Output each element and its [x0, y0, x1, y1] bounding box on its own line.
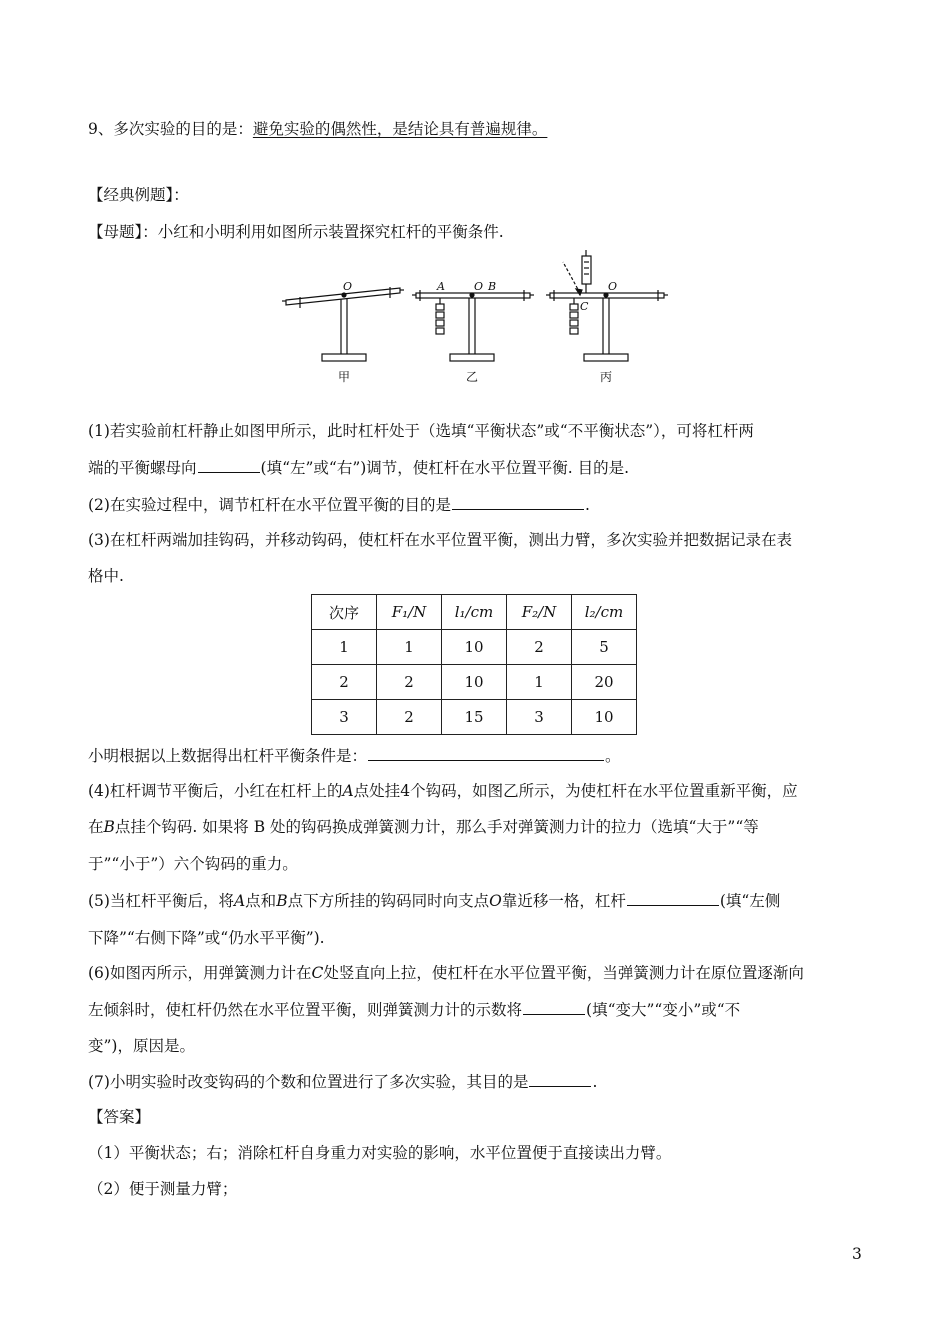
table-header: 次序 — [312, 595, 377, 630]
mother-question — [88, 221, 504, 243]
label-A: A — [437, 280, 445, 293]
q5-line1b: 点和 — [245, 892, 277, 910]
answer-title: 【答案】 — [88, 1108, 151, 1126]
q5-line1d: 靠近移一格，杠杆 — [501, 892, 626, 910]
q4-B: B — [103, 818, 115, 836]
q6-blank — [523, 999, 585, 1015]
table-row — [312, 630, 637, 665]
q5-line2: 下降”“右侧下降”或“仍水平平衡”). — [88, 929, 325, 947]
label-O-bing: O — [608, 280, 618, 293]
caption-jia: 甲 — [338, 370, 351, 384]
item-9 — [88, 118, 547, 140]
caption-yi: 乙 — [466, 370, 479, 384]
table-cell: 3 — [507, 700, 572, 735]
q5-O: O — [489, 892, 502, 910]
q4-line1a: (4)杠杆调节平衡后，小红在杠杆上的 — [88, 782, 343, 800]
table-cell: 10 — [442, 665, 507, 700]
table-header: F₁/N — [377, 595, 442, 630]
table-cell: 1 — [312, 630, 377, 665]
q7-blank — [529, 1071, 591, 1087]
conclusion-text: 小明根据以上数据得出杠杆平衡条件是： — [88, 747, 368, 765]
table-cell: 3 — [312, 700, 377, 735]
lever-setup-bing — [546, 250, 668, 361]
table-cell: 2 — [377, 700, 442, 735]
table-cell: 1 — [507, 665, 572, 700]
mother-text: ：小红和小明利用如图所示装置探究杠杆的平衡条件. — [142, 223, 504, 241]
q1-line2b: (填“左”或“右”)调节，使杠杆在水平位置平衡. 目的是. — [260, 459, 630, 477]
table-cell: 2 — [312, 665, 377, 700]
q6-line2b: (填“变大”“变小”或“不 — [586, 1001, 741, 1019]
table-cell: 10 — [572, 700, 637, 735]
table-header-row — [312, 595, 637, 630]
q5-A: A — [233, 892, 246, 910]
q2-text: (2)在实验过程中，调节杠杆在水平位置平衡的目的是 — [88, 496, 451, 514]
conclusion — [88, 745, 621, 767]
q3-line2: 格中. — [88, 567, 124, 585]
q1-line2a: 端的平衡螺母向 — [88, 459, 197, 477]
q5-blank — [627, 890, 719, 906]
answer-1: （1）平衡状态；右；消除杠杆自身重力对实验的影响，水平位置便于直接读出力臂。 — [88, 1144, 672, 1162]
page-number: 3 — [852, 1245, 862, 1263]
q6-line3: 变”)，原因是。 — [88, 1037, 195, 1055]
answer-2: （2）便于测量力臂； — [88, 1180, 238, 1198]
table-header: l₁/cm — [442, 595, 507, 630]
q6-line2a: 左倾斜时，使杠杆仍然在水平位置平衡，则弹簧测力计的示数将 — [88, 1001, 523, 1019]
q4-A: A — [342, 782, 354, 800]
table-cell: 15 — [442, 700, 507, 735]
lever-setup-yi — [412, 290, 534, 361]
q4-line2a: 在 — [88, 818, 104, 836]
q4-line3: 于”“小于”）六个钩码的重力。 — [88, 855, 298, 873]
q4-line2 — [88, 816, 759, 838]
data-table — [311, 594, 637, 735]
table-row — [312, 700, 637, 735]
item-9-prefix: 9、多次实验的目的是： — [88, 120, 253, 138]
q7-end: . — [592, 1073, 598, 1091]
q5-line1e: (填“左侧 — [719, 892, 781, 910]
q4-line1 — [88, 780, 798, 802]
q6-C: C — [311, 964, 324, 982]
q6-line1a: (6)如图丙所示，用弹簧测力计在 — [88, 964, 312, 982]
q2 — [88, 494, 590, 516]
lever-setup-jia — [282, 287, 404, 361]
q4-line2b: 点挂个钩码. 如果将 B 处的钩码换成弹簧测力计，那么手对弹簧测力计的拉力（选填“大于”“等 — [114, 818, 759, 836]
q3-line1: (3)在杠杆两端加挂钩码，并移动钩码，使杠杆在水平位置平衡，测出力臂，多次实验并把数据记录在表 — [88, 531, 792, 549]
label-O-yi: O — [474, 280, 484, 293]
q6-line1 — [88, 962, 804, 984]
table-cell: 2 — [507, 630, 572, 665]
table-cell: 1 — [377, 630, 442, 665]
q1-line2 — [88, 457, 629, 479]
label-C: C — [580, 300, 589, 313]
section-title: 【经典例题】： — [88, 186, 189, 204]
table-header: F₂/N — [507, 595, 572, 630]
q5-line1 — [88, 890, 780, 912]
q5-line1c: 点下方所挂的钩码同时向支点 — [287, 892, 490, 910]
table-cell: 5 — [572, 630, 637, 665]
table-cell: 20 — [572, 665, 637, 700]
q7 — [88, 1071, 597, 1093]
q1-blank — [198, 457, 260, 473]
caption-bing: 丙 — [600, 370, 613, 384]
table-cell: 2 — [377, 665, 442, 700]
table-cell: 10 — [442, 630, 507, 665]
q6-line2 — [88, 999, 740, 1021]
table-header: l₂/cm — [572, 595, 637, 630]
label-B: B — [488, 280, 497, 293]
q6-line1b: 处竖直向上拉，使杠杆在水平位置平衡，当弹簧测力计在原位置逐渐向 — [323, 964, 804, 982]
label-O-jia: O — [343, 280, 353, 293]
q7-text: (7)小明实验时改变钩码的个数和位置进行了多次实验，其目的是 — [88, 1073, 529, 1091]
conclusion-end: 。 — [605, 747, 621, 765]
q2-blank — [452, 494, 584, 510]
q5-line1a: (5)当杠杆平衡后，将 — [88, 892, 234, 910]
q4-num: 4 — [400, 782, 411, 800]
item-9-answer: 避免实验的偶然性，是结论具有普遍规律。 — [252, 120, 548, 138]
conclusion-blank — [368, 745, 604, 761]
table-row — [312, 665, 637, 700]
q1-line1: (1)若实验前杠杆静止如图甲所示，此时杠杆处于（选填“平衡状态”或“不平衡状态”），可将杠杆两 — [88, 422, 754, 440]
mother-tag: 【母题】 — [88, 223, 143, 241]
q4-line1b: 点处挂 — [353, 782, 401, 800]
q2-end: . — [584, 496, 590, 514]
lever-figure — [280, 248, 680, 388]
q5-B: B — [276, 892, 288, 910]
q4-line1c: 个钩码，如图乙所示，为使杠杆在水平位置重新平衡，应 — [410, 782, 798, 800]
